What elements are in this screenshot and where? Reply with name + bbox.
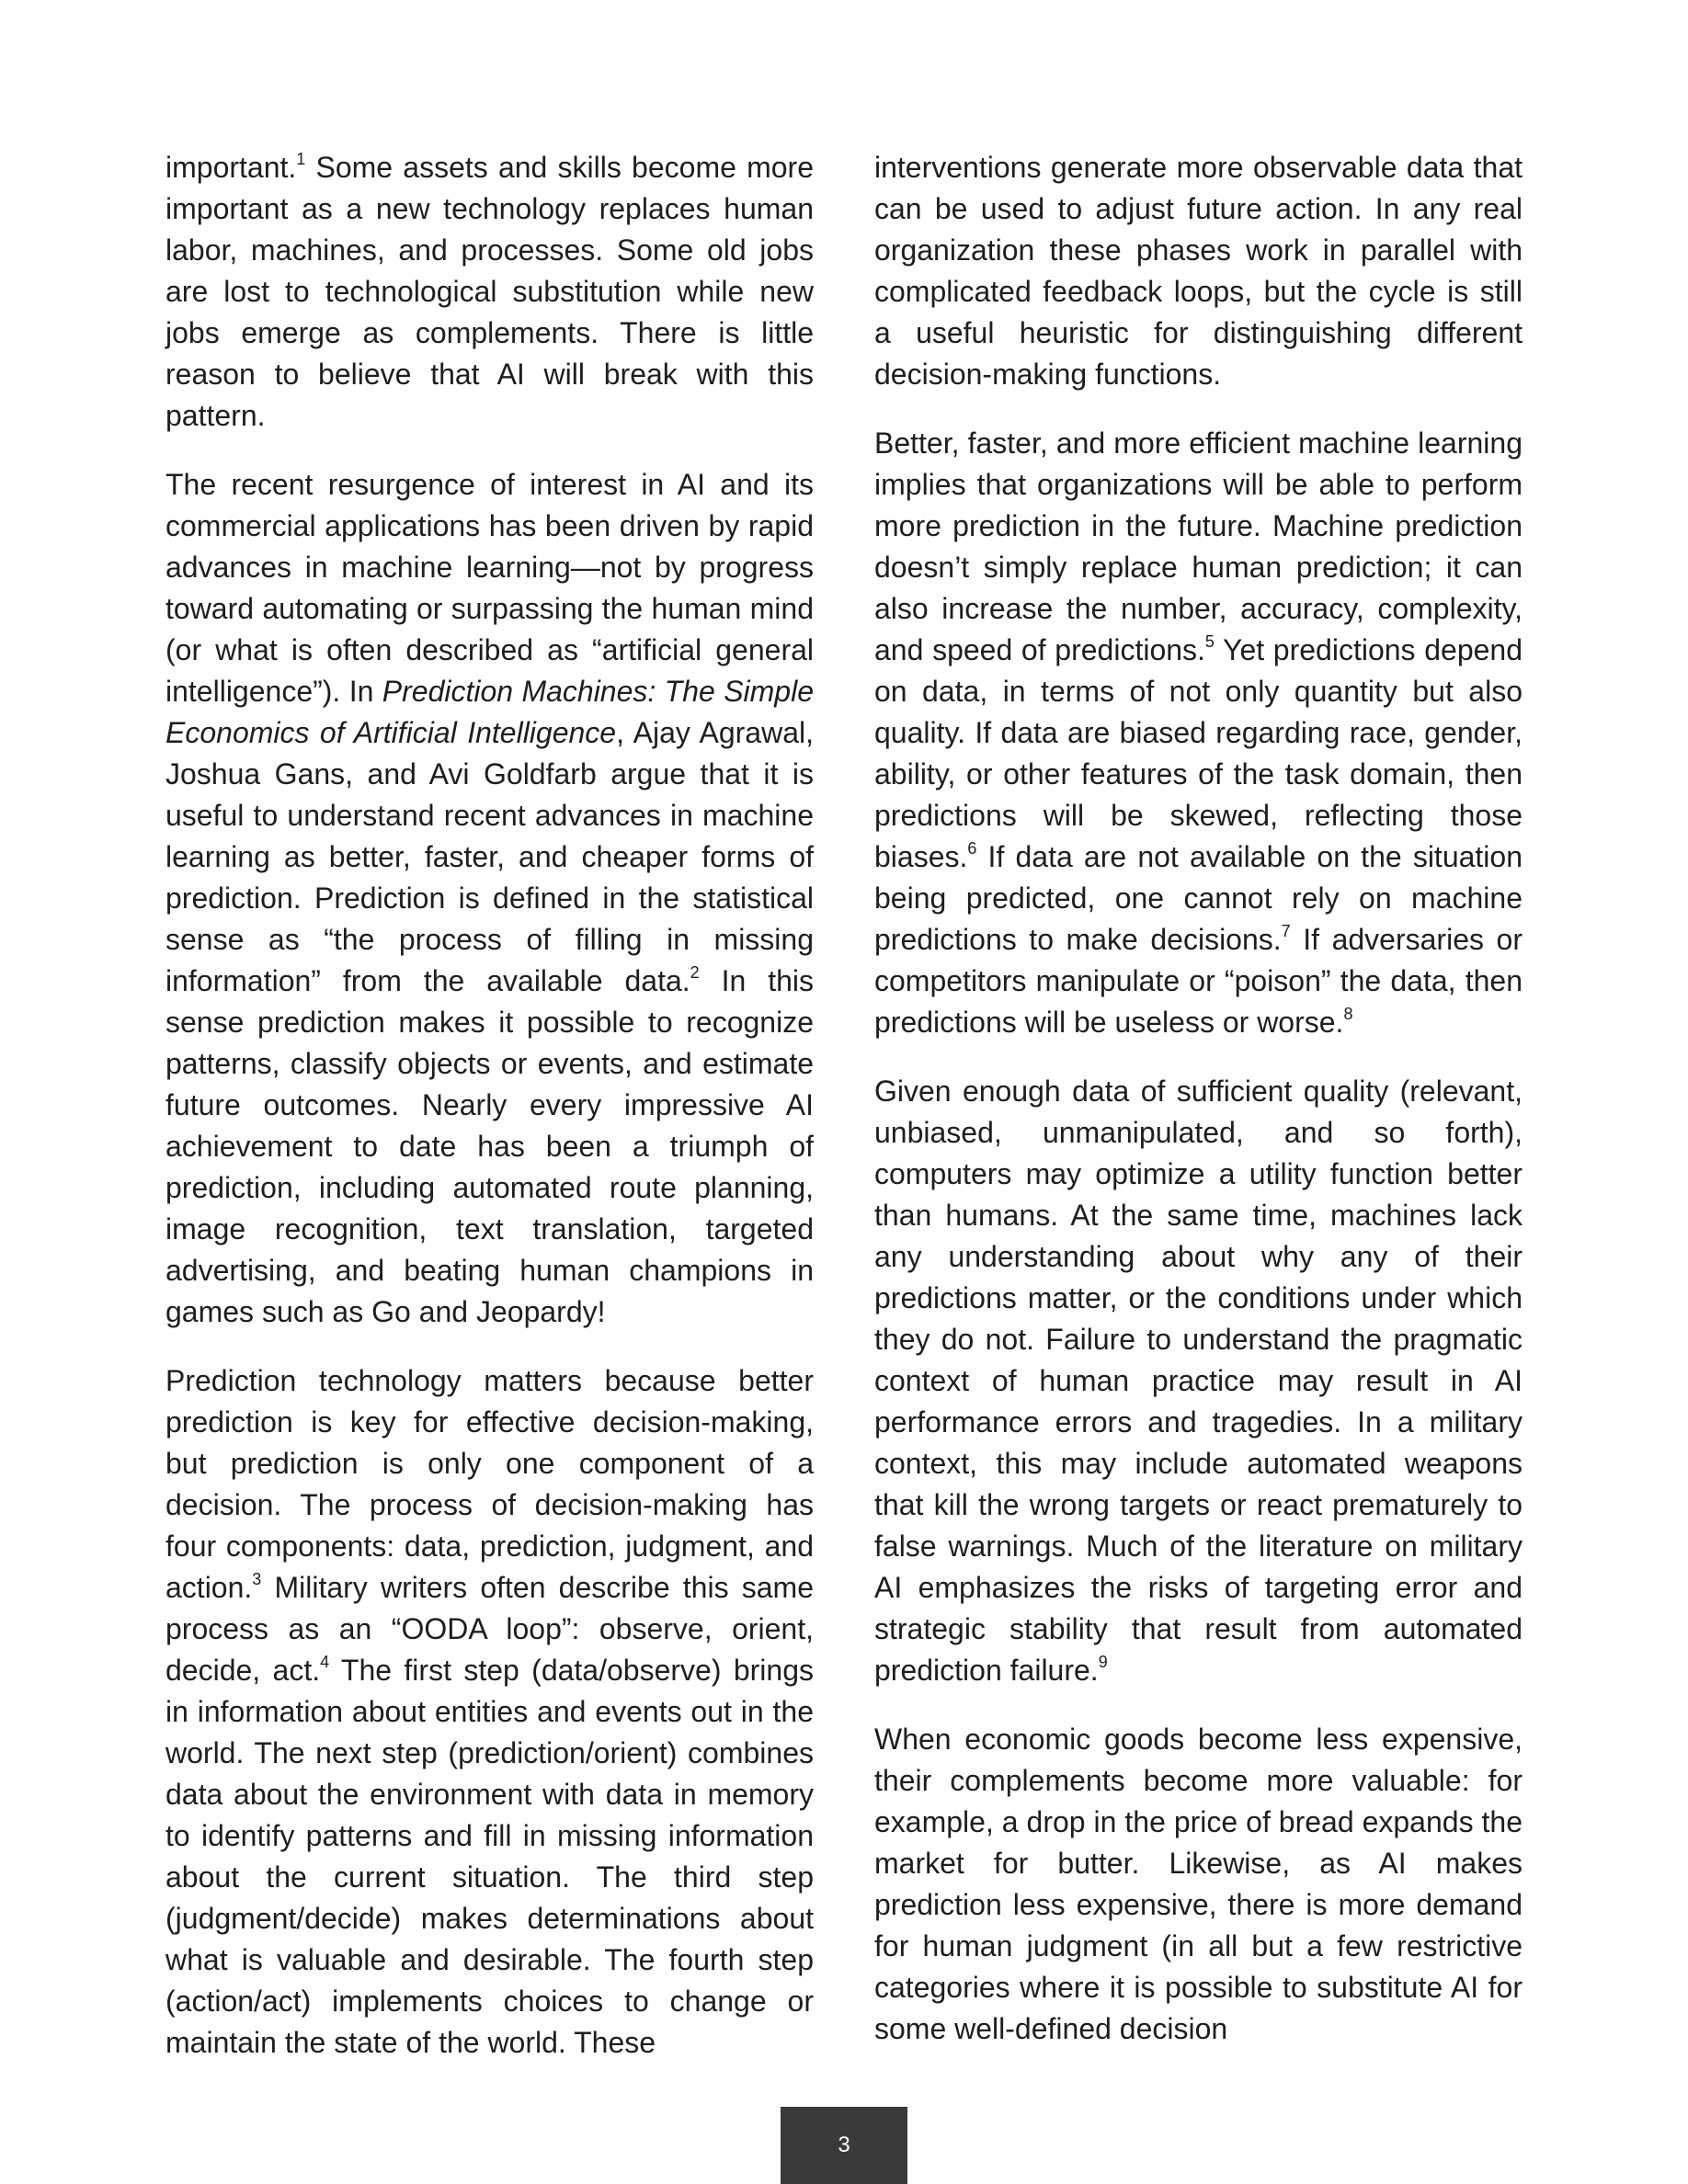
paragraph — [165, 464, 814, 1333]
text-segment: Prediction technology matters because better prediction is key for effective decision-making, but prediction is only one component of a decision. The process of decision-making has four components: data, prediction, judgment, and action. — [165, 1364, 814, 1604]
footnote-ref: 5 — [1204, 632, 1215, 651]
paragraph — [874, 147, 1523, 395]
text-segment: If data are not available on the situation being predicted, one cannot rely on machine predictions to make decisions. — [874, 840, 1523, 956]
page-number: 3 — [781, 2107, 907, 2184]
text-segment: important. — [165, 151, 297, 184]
footnote-ref: 3 — [252, 1570, 262, 1588]
footnote-ref: 2 — [690, 963, 700, 982]
left-column — [165, 147, 814, 2091]
footnote-ref: 4 — [320, 1653, 330, 1671]
book-title: Prediction Machines: The Simple Economics of Artificial Intelligence — [165, 675, 815, 749]
text-segment: The recent resurgence of interest in AI and its commercial applications has been driven by rapid advances in machine learning—not by progress toward automating or surpassing the human mind (or what is often described as “artificial general intelligence”). In — [165, 468, 814, 708]
paragraph — [165, 147, 814, 437]
paragraph — [874, 423, 1523, 1043]
text-segment: Given enough data of sufficient quality (relevant, unbiased, unmanipulated, and so forth), computers may optimize a utility function better than humans. At the same time, machines lack any understanding about why any of their predictions matter, or the conditions under which they do not. Failure to understand the pragmatic context of human practice may result in AI performance errors and tragedies. In a military context, this may include automated weapons that kill the wrong targets or react prematurely to false warnings. Much of the literature on military AI emphasizes the risks of targeting error and strategic stability that result from automated prediction failure. — [874, 1075, 1523, 1687]
text-segment: In this sense prediction makes it possible to recognize patterns, classify objects or events, and estimate future outcomes. Nearly every impressive AI achievement to date has been a triumph of prediction, including automated route planning, image recognition, text translation, targeted advertising, and beating human champions in games such as Go and Jeopardy! — [165, 964, 814, 1328]
footnote-ref: 6 — [967, 839, 977, 858]
text-segment: The first step (data/observe) brings in information about entities and events out in the world. The next step (prediction/orient) combines data about the environment with data in memory to identify patterns and fill in missing information about the current situation. The third step (judgment/decide) makes determinations about what is valuable and desirable. The fourth step (action/act) implements choices to change or maintain the state of the world. These — [165, 1654, 815, 2059]
text-segment: Military writers often describe this same process as an “OODA loop”: observe, orient, decide, act. — [165, 1571, 814, 1687]
text-segment: , Ajay Agrawal, Joshua Gans, and Avi Goldfarb argue that it is useful to understand recent advances in machine learning as better, faster, and cheaper forms of prediction. Prediction is defined in the statistical sense as “the process of filling in missing information” from the available data. — [165, 716, 815, 997]
right-column — [874, 147, 1523, 2077]
text-segment: interventions generate more observable data that can be used to adjust future action. In any real organization these phases work in parallel with complicated feedback loops, but the cycle is still a useful heuristic for distinguishing different decision-making functions. — [874, 151, 1523, 391]
text-segment: Some assets and skills become more important as a new technology replaces human labor, machines, and processes. Some old jobs are lost to technological substitution while new jobs emerge as complements. There is little reason to believe that AI will break with this pattern. — [165, 151, 814, 432]
text-segment: Yet predictions depend on data, in terms of not only quantity but also quality. If data are biased regarding race, gender, ability, or other features of the task domain, then predictions will be skewed, reflecting those biases. — [874, 633, 1523, 873]
paragraph — [874, 1719, 1523, 2050]
paragraph — [165, 1360, 814, 2064]
paragraph — [874, 1071, 1523, 1691]
text-segment: Better, faster, and more efficient machine learning implies that organizations will be able to perform more prediction in the future. Machine prediction doesn’t simply replace human prediction; it can also increase the number, accuracy, complexity, and speed of predictions. — [874, 427, 1523, 666]
text-segment: When economic goods become less expensive, their complements become more valuable: for example, a drop in the price of bread expands the market for butter. Likewise, as AI makes prediction less expensive, there is more demand for human judgment (in all but a few restrictive categories where it is possible to substitute AI for some well-defined decision — [874, 1723, 1523, 2045]
footnote-ref: 8 — [1343, 1005, 1353, 1023]
text-segment: If adversaries or competitors manipulate or “poison” the data, then predictions will be useless or worse. — [874, 923, 1523, 1039]
footnote-ref: 7 — [1281, 922, 1291, 940]
footnote-ref: 9 — [1098, 1653, 1108, 1671]
footnote-ref: 1 — [296, 150, 306, 168]
